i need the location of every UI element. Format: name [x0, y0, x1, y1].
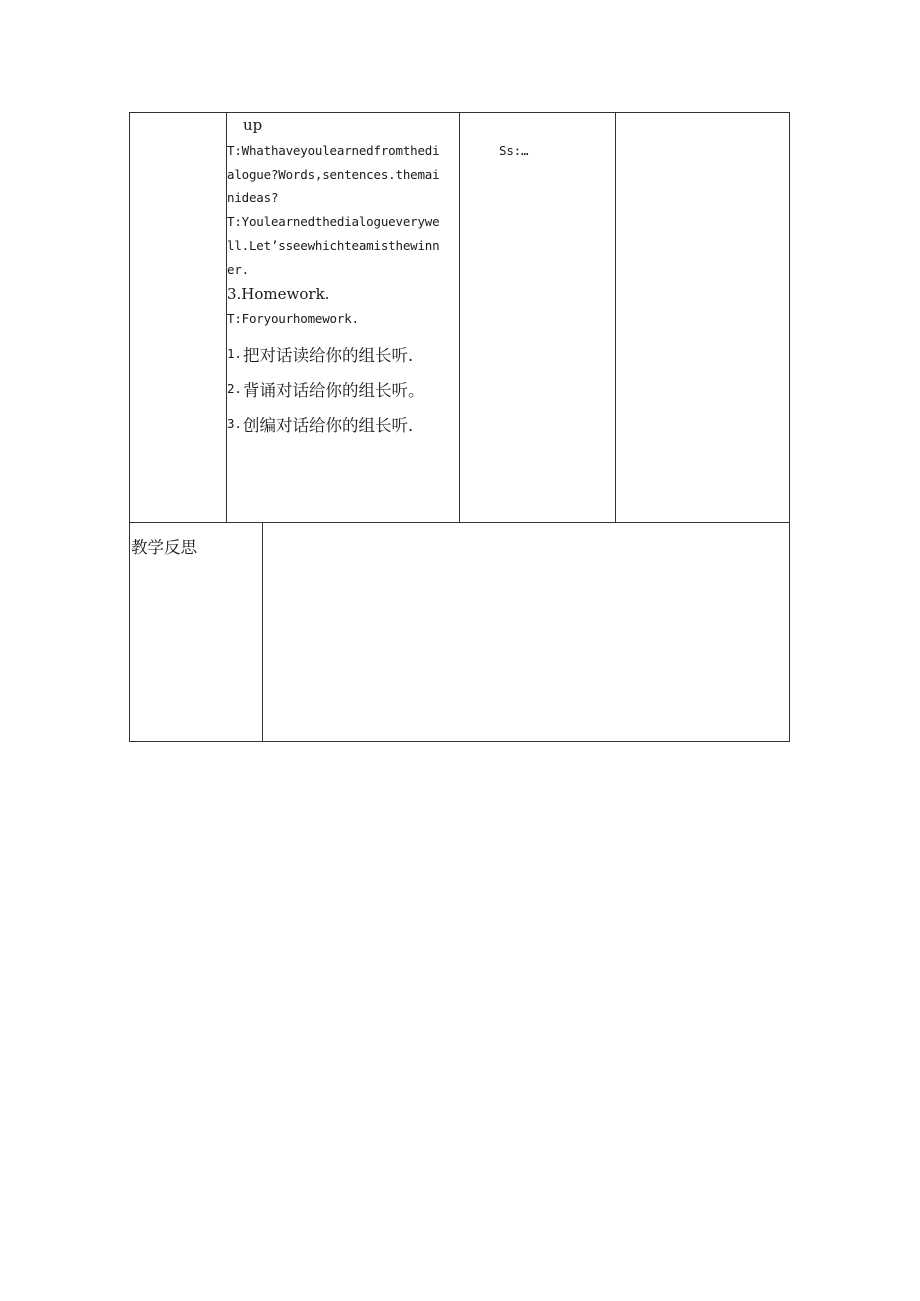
homework-item-number: 2.	[227, 381, 242, 396]
procedure-line: er.	[227, 262, 249, 277]
homework-item-text: 创编对话给你的组长听.	[243, 416, 414, 435]
procedure-line: T:Whathaveyoulearnedfromthedi	[227, 143, 440, 158]
procedure-line: ll.Let’sseewhichteamisthewinn	[227, 238, 440, 253]
column-divider	[615, 112, 616, 523]
column-divider	[459, 112, 460, 523]
homework-heading: 3.Homework.	[227, 285, 330, 303]
table-right-border	[789, 112, 790, 742]
homework-item-text: 把对话读给你的组长听.	[243, 346, 414, 365]
homework-item-number: 3.	[227, 416, 242, 431]
column-divider	[262, 522, 263, 742]
procedure-line: T:Youlearnedthedialogueverywe	[227, 214, 440, 229]
procedure-line: up	[243, 116, 263, 134]
procedure-line: nideas?	[227, 190, 279, 205]
procedure-line: alogue?Words,sentences.themai	[227, 167, 440, 182]
procedure-line: T:Foryourhomework.	[227, 311, 359, 326]
homework-item-text: 背诵对话给你的组长听。	[243, 381, 425, 400]
homework-item-number: 1.	[227, 346, 242, 361]
table-bottom-border	[129, 741, 790, 742]
table-left-border	[129, 112, 130, 742]
reflection-label: 教学反思	[131, 538, 197, 557]
student-response: Ss:…	[499, 143, 529, 158]
